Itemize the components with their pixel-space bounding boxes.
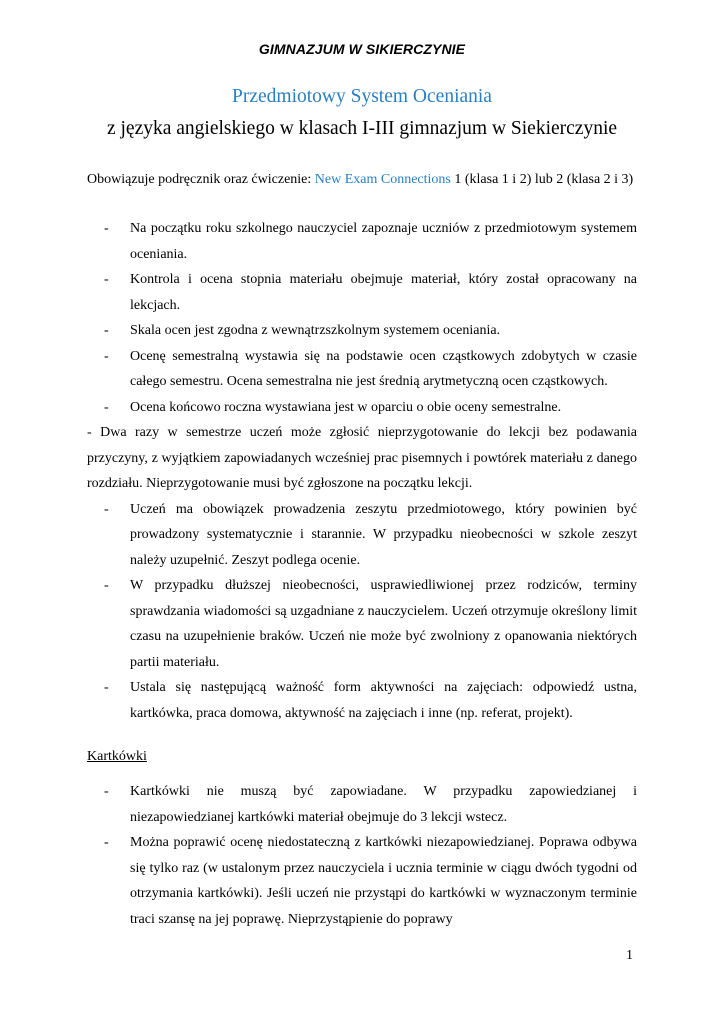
- intro-paragraph: [87, 170, 637, 189]
- list-dash: -: [104, 578, 109, 593]
- rules-list: [87, 216, 637, 726]
- rule-text: Ocenę semestralną wystawia się na podstawie ocen cząstkowych zdobytych w czasie całego semestru. Ocena semestralna nie jest średnią arytmetyczną ocen cząstkowych.: [130, 348, 637, 389]
- list-item: [87, 573, 637, 675]
- rule-text: Ustala się następującą ważność form aktywności na zajęciach: odpowiedź ustna, kartkówka, praca domowa, aktywność na zajęciach i inne (np. referat, projekt).: [130, 680, 637, 721]
- rule-text: Ocena końcowo roczna wystawiana jest w oparciu o obie oceny semestralne.: [130, 399, 562, 415]
- list-item: [87, 395, 637, 421]
- list-dash: -: [104, 835, 109, 850]
- list-item: [87, 675, 637, 726]
- page-number: 1: [626, 948, 633, 963]
- list-item: [87, 267, 637, 318]
- rule-text: Skala ocen jest zgodna z wewnątrzszkolnym systemem oceniania.: [130, 323, 501, 338]
- list-item: [87, 779, 637, 830]
- intro-prefix: Obowiązuje podręcznik oraz ćwiczenie:: [87, 172, 315, 187]
- list-dash: -: [104, 680, 109, 695]
- list-dash: -: [104, 323, 109, 338]
- list-item: [87, 318, 637, 344]
- list-dash: -: [104, 399, 109, 415]
- rule-text: Kartkówki nie muszą być zapowiadane. W przypadku zapowiedzianej i niezapowiedzianej kartkówki materiał obejmuje do 3 lekcji wstecz.: [130, 784, 637, 825]
- intro-suffix: 1 (klasa 1 i 2) lub 2 (klasa 2 i 3): [450, 172, 634, 187]
- list-dash: -: [104, 221, 109, 236]
- list-item: [87, 830, 637, 932]
- list-dash: -: [104, 272, 109, 287]
- list-dash: -: [104, 501, 109, 517]
- school-header: GIMNAZJUM W SIKIERCZYNIE: [258, 41, 466, 57]
- document-title: Przedmiotowy System Oceniania: [232, 86, 492, 107]
- section-heading-kartkowki: Kartkówki: [87, 749, 147, 764]
- list-dash: -: [104, 348, 109, 364]
- rule-text: Na początku roku szkolnego nauczyciel zapoznaje uczniów z przedmiotowym systemem oceniania.: [130, 221, 637, 262]
- list-dash: -: [104, 784, 109, 799]
- rule-text: Można poprawić ocenę niedostateczną z kartkówki niezapowiedzianej. Poprawa odbywa się tylko raz (w ustalonym przez nauczyciela i ucznia terminie w ciągu dwóch tygodni od otrzymania kartkówki). Jeśli uczeń nie przystąpi do kartkówki w wyznaczonym terminie traci szansę na jej poprawę. Nieprzystąpienie do poprawy: [130, 835, 637, 927]
- list-item: [87, 344, 637, 395]
- rule-text: Uczeń ma obowiązek prowadzenia zeszytu przedmiotowego, który powinien być prowadzony systematycznie i starannie. W przypadku nieobecności w szkole zeszyt należy uzupełnić. Zeszyt podlega ocenie.: [130, 501, 637, 568]
- kartkowki-list: [87, 779, 637, 932]
- list-item: [87, 216, 637, 267]
- unprepared-rule: - Dwa razy w semestrze uczeń może zgłosić nieprzygotowanie do lekcji bez podawania przyczyny, z wyjątkiem zapowiadanych wcześniej prac pisemnych i powtórek materiału z danego rozdziału. Nieprzygotowanie musi być zgłoszone na początku lekcji.: [87, 425, 637, 491]
- rule-text: Kontrola i ocena stopnia materiału obejmuje materiał, który został opracowany na lekcjach.: [130, 272, 637, 313]
- document-subtitle: z języka angielskiego w klasach I-III gimnazjum w Siekierczynie: [106, 118, 618, 139]
- rule-text: W przypadku dłuższej nieobecności, usprawiedliwionej przez rodziców, terminy sprawdzania wiadomości są uzgadniane z nauczycielem. Uczeń otrzymuje określony limit czasu na uzupełnienie braków. Uczeń nie może być zwolniony z opanowania niektórych partii materiału.: [130, 578, 637, 670]
- textbook-title: New Exam Connections: [314, 172, 451, 187]
- list-item: [87, 497, 637, 574]
